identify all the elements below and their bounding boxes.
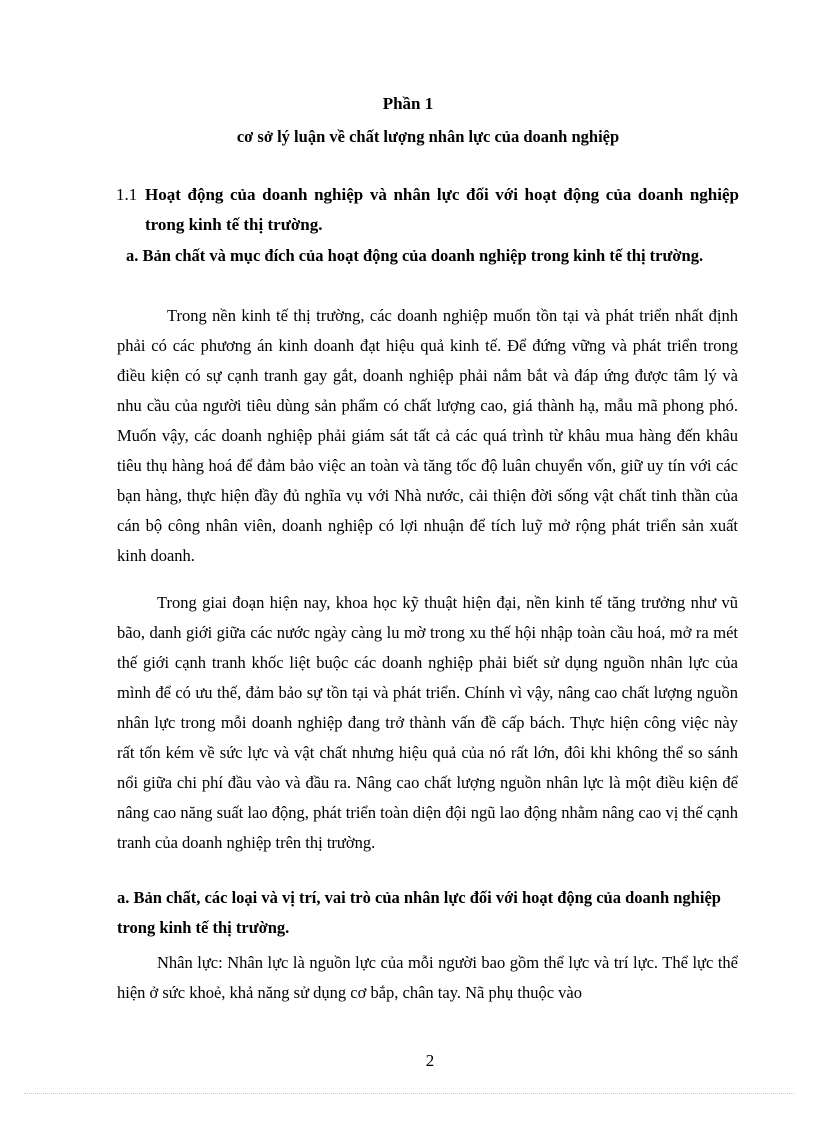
paragraph-2: Trong giai đoạn hiện nay, khoa học kỹ thuật hiện đại, nền kinh tế tăng trưởng như vũ bão, danh giới giữa các nước ngày càng lu mờ trong xu thế hội nhập toàn cầu hoá, mở ra mét thế giới cạnh tranh khốc liệt buộc các doanh nghiệp phải biết sử dụng nguồn nhân lực của mình để có ưu thế, đảm bảo sự tồn tại và phát triển. Chính vì vậy, nâng cao chất lượng nguồn nhân lực trong mỗi doanh nghiệp đang trở thành vấn đề cấp bách. Thực hiện công việc này rất tốn kém về sức lực và vật chất nhưng hiệu quả của nó rất lớn, đôi khi không thể so sánh nổi giữa chi phí đầu vào và đầu ra. Nâng cao chất lượng nguồn nhân lực là một điều kiện để nâng cao năng suất lao động, phát triển toàn diện đội ngũ lao động nhằm nâng cao vị thế cạnh tranh của doanh nghiệp trên thị trường.	[117, 593, 738, 852]
subsection-heading-a1: a. Bản chất và mục đích của hoạt động của doanh nghiệp trong kinh tế thị trường.	[126, 246, 704, 265]
section-title: Hoạt động của doanh nghiệp và nhân lực đối với hoạt động của doanh nghiệp trong kinh tế thị trường.	[145, 185, 739, 234]
page-footer-divider	[24, 1093, 794, 1094]
paragraph-1: Trong nền kinh tế thị trường, các doanh nghiệp muốn tồn tại và phát triển nhất định phải có các phương án kinh doanh đạt hiệu quả kinh tế. Để đứng vững và phát triển trong điều kiện có sự cạnh tranh gay gắt, doanh nghiệp phải nắm bắt và đáp ứng được tâm lý và nhu cầu của người tiêu dùng sản phẩm có chất lượng cao, giá thành hạ, mẫu mã phong phó. Muốn vậy, các doanh nghiệp phải giám sát tất cả các quá trình từ khâu mua hàng đến khâu tiêu thụ hàng hoá để đảm bảo việc an toàn và tăng tốc độ luân chuyển vốn, giữ uy tín với các bạn hàng, thực hiện đầy đủ nghĩa vụ với Nhà nước, cải thiện đời sống vật chất tinh thần của cán bộ công nhân viên, doanh nghiệp có lợi nhuận để tích luỹ mở rộng phát triển sản xuất kinh doanh.	[117, 306, 738, 565]
paragraph-3: Nhân lực: Nhân lực là nguồn lực của mỗi người bao gồm thể lực và trí lực. Thể lực thể hiện ở sức khoẻ, khả năng sử dụng cơ bắp, chân tay. Nã phụ thuộc vào	[117, 953, 738, 1002]
section-number: 1.1	[116, 185, 138, 204]
chapter-title: cơ sở lý luận về chất lượng nhân lực của doanh nghiệp	[236, 127, 620, 146]
subsection-heading-a2: a. Bản chất, các loại và vị trí, vai trò của nhân lực đối với hoạt động của doanh nghiệp trong kinh tế thị trường.	[117, 888, 721, 937]
page-number: 2	[425, 1051, 435, 1070]
part-title: Phần 1	[382, 94, 434, 113]
